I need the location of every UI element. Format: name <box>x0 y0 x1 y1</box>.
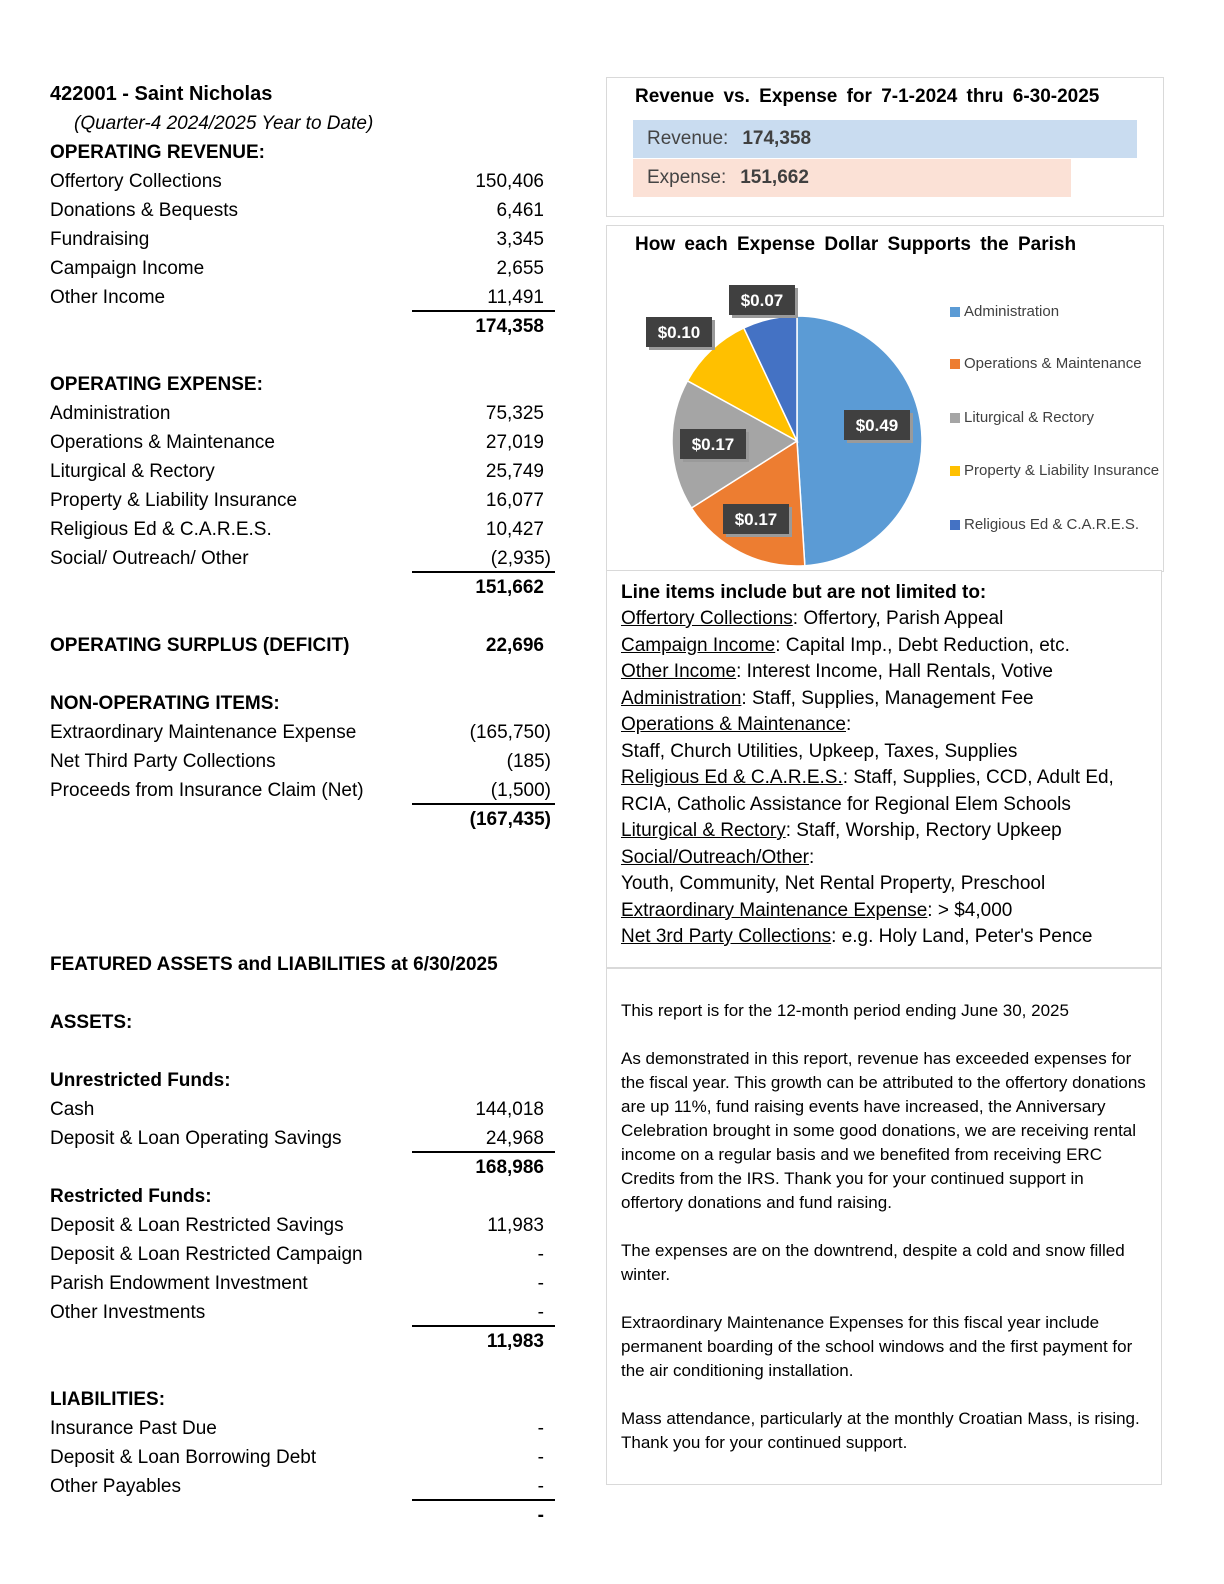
revenue-total-row <box>50 312 560 341</box>
line-value: 24,968 <box>485 1128 544 1149</box>
line-value: - <box>537 1273 544 1294</box>
legend-item <box>950 301 1160 323</box>
section-heading: OPERATING EXPENSE: <box>50 374 263 395</box>
line-row <box>50 283 560 312</box>
unrestricted-total: 168,986 <box>475 1157 544 1178</box>
line-label: Other Payables <box>50 1476 181 1497</box>
line-item-definition <box>621 606 1147 633</box>
line-row <box>50 1124 560 1153</box>
surplus-label: OPERATING SURPLUS (DEFICIT) <box>50 635 350 656</box>
line-item-term: Offertory Collections <box>621 608 793 629</box>
line-value: (2,935) <box>490 548 551 569</box>
line-item-term: Net 3rd Party Collections <box>621 926 832 947</box>
line-value: 27,019 <box>485 432 544 453</box>
legend-swatch <box>950 359 960 369</box>
line-value: (185) <box>506 751 551 772</box>
expense-total-row <box>50 573 560 602</box>
legend-label: Liturgical & Rectory <box>964 409 1095 426</box>
expense-bar-label: Expense: <box>647 167 727 188</box>
notes-text <box>621 999 1147 1455</box>
revenue-expense-panel <box>606 77 1164 217</box>
note-paragraph: Extraordinary Maintenance Expenses for this fiscal year include permanent boarding of the school windows and the first payment for the air conditioning installation. <box>621 1313 1133 1380</box>
line-item-term: Operations & Maintenance <box>621 714 846 735</box>
line-value: 11,491 <box>487 287 544 308</box>
line-label: Administration <box>50 403 171 424</box>
line-item-term: Liturgical & Rectory <box>621 820 786 841</box>
notes-panel <box>606 968 1162 1485</box>
unrestricted-items <box>50 1095 560 1153</box>
line-label: Campaign Income <box>50 258 205 279</box>
liability-items <box>50 1414 560 1501</box>
line-value: (165,750) <box>469 722 551 743</box>
expense-bar <box>633 159 1071 197</box>
financial-statement <box>50 80 560 1530</box>
line-row <box>50 167 560 196</box>
line-row <box>50 1211 560 1240</box>
expense-total: 151,662 <box>475 577 544 598</box>
unrestricted-heading: Unrestricted Funds: <box>50 1070 231 1091</box>
restricted-heading: Restricted Funds: <box>50 1186 212 1207</box>
line-row <box>50 747 560 776</box>
line-item-term: Religious Ed & C.A.R.E.S. <box>621 767 843 788</box>
legend-swatch <box>950 307 960 317</box>
line-item-desc: : <box>845 714 852 735</box>
line-item-desc: Staff, Church Utilities, Upkeep, Taxes, Supplies <box>621 740 1018 762</box>
pie-label-text: $0.17 <box>734 510 778 529</box>
section-heading: NON-OPERATING ITEMS: <box>50 693 280 714</box>
revenue-bar-label: Revenue: <box>647 128 729 149</box>
note-paragraph: This report is for the 12-month period ending June 30, 2025 <box>621 1001 1069 1020</box>
line-value: 75,325 <box>485 403 544 424</box>
line-item-term: Campaign Income <box>621 634 776 656</box>
restricted-total: 11,983 <box>486 1331 544 1352</box>
legend-item <box>950 460 1160 482</box>
pie-label-text: $0.07 <box>740 291 784 310</box>
line-value: - <box>537 1244 544 1265</box>
non-operating-items <box>50 718 560 805</box>
revenue-expense-title: Revenue vs. Expense for 7-1-2024 thru 6-30-2025 <box>635 86 1100 107</box>
line-row <box>50 515 560 544</box>
legend-label: Operations & Maintenance <box>964 355 1142 372</box>
legend-swatch <box>950 466 960 476</box>
line-row <box>50 399 560 428</box>
pie-data-label <box>680 429 749 462</box>
line-item-term: Social/Outreach/Other <box>621 846 809 868</box>
line-label: Religious Ed & C.A.R.E.S. <box>50 519 272 540</box>
line-label: Liturgical & Rectory <box>50 461 215 482</box>
line-label: Deposit & Loan Operating Savings <box>50 1128 342 1149</box>
line-item-desc: : Staff, Supplies, CCD, Adult Ed, <box>842 767 1114 788</box>
liabilities-total-row <box>50 1501 560 1530</box>
legend-swatch <box>950 520 960 530</box>
line-item-desc: Youth, Community, Net Rental Property, Preschool <box>621 873 1046 894</box>
line-label: Proceeds from Insurance Claim (Net) <box>50 780 364 801</box>
line-value: 16,077 <box>485 490 544 511</box>
line-row <box>50 428 560 457</box>
restricted-total-row <box>50 1327 560 1356</box>
line-label: Offertory Collections <box>50 171 222 192</box>
line-label: Deposit & Loan Borrowing Debt <box>50 1447 317 1468</box>
report-subtitle: (Quarter-4 2024/2025 Year to Date) <box>74 113 374 134</box>
line-value: (1,500) <box>490 780 551 801</box>
line-value: 150,406 <box>475 171 544 192</box>
line-row <box>50 1414 560 1443</box>
pie-label-text: $0.17 <box>691 435 735 454</box>
pie-data-label <box>723 504 792 537</box>
line-label: Operations & Maintenance <box>50 432 275 453</box>
line-item-definition <box>621 792 1147 819</box>
report-title: 422001 - Saint Nicholas <box>50 83 273 105</box>
expense-items <box>50 399 560 573</box>
line-label: Social/ Outreach/ Other <box>50 548 249 569</box>
legend-item <box>950 353 1160 375</box>
line-row <box>50 457 560 486</box>
line-value: 2,655 <box>496 258 544 279</box>
legend-swatch <box>950 413 960 423</box>
expense-pie-panel <box>606 225 1164 572</box>
surplus-row <box>50 631 560 660</box>
line-row <box>50 1443 560 1472</box>
revenue-bar <box>633 120 1137 158</box>
line-row <box>50 1240 560 1269</box>
line-label: Property & Liability Insurance <box>50 490 298 511</box>
line-item-desc: RCIA, Catholic Assistance for Regional Elem Schools <box>621 793 1071 815</box>
pie-label-text: $0.49 <box>855 416 899 435</box>
liabilities-heading: LIABILITIES: <box>50 1389 166 1410</box>
line-item-desc: : <box>808 846 815 868</box>
legend-label: Property & Liability Insurance <box>964 462 1160 479</box>
line-item-definition <box>621 818 1147 845</box>
line-row <box>50 1472 560 1501</box>
pie-data-label <box>646 317 715 350</box>
line-item-desc: : Offertory, Parish Appeal <box>792 608 1004 629</box>
line-label: Parish Endowment Investment <box>50 1273 308 1294</box>
line-label: Fundraising <box>50 229 150 250</box>
line-row <box>50 544 560 573</box>
line-item-definition <box>621 871 1147 898</box>
note-paragraph: The expenses are on the downtrend, despite a cold and snow filled winter. <box>621 1241 1125 1284</box>
line-row <box>50 1095 560 1124</box>
line-value: 11,983 <box>487 1215 544 1236</box>
line-item-definition <box>621 686 1147 713</box>
line-item-definition <box>621 845 1147 872</box>
line-item-definition <box>621 765 1147 792</box>
legend-item <box>950 407 1160 429</box>
non-operating-total-row <box>50 805 560 834</box>
note-paragraph: Mass attendance, particularly at the monthly Croatian Mass, is rising. Thank you for your continued support. <box>621 1409 1140 1452</box>
line-item-desc: : Staff, Supplies, Management Fee <box>741 687 1034 709</box>
line-value: - <box>537 1476 544 1497</box>
featured-heading: FEATURED ASSETS and LIABILITIES at 6/30/2025 <box>50 954 498 975</box>
legend-item <box>950 514 1160 536</box>
line-value: - <box>537 1447 544 1468</box>
line-item-desc: : Capital Imp., Debt Reduction, etc. <box>775 634 1070 656</box>
line-item-definition <box>621 898 1147 925</box>
assets-heading: ASSETS: <box>50 1012 133 1033</box>
line-value: - <box>537 1302 544 1323</box>
unrestricted-total-row <box>50 1153 560 1182</box>
line-item-term: Other Income <box>621 661 737 682</box>
legend-label: Administration <box>964 303 1060 320</box>
line-item-definition <box>621 924 1147 951</box>
surplus-value: 22,696 <box>485 635 544 656</box>
line-row <box>50 486 560 515</box>
line-label: Insurance Past Due <box>50 1418 217 1439</box>
line-value: 144,018 <box>475 1099 544 1120</box>
line-row <box>50 1269 560 1298</box>
line-label: Cash <box>50 1099 95 1120</box>
line-row <box>50 776 560 805</box>
line-row <box>50 196 560 225</box>
line-value: 6,461 <box>496 200 544 221</box>
revenue-total: 174,358 <box>475 316 544 337</box>
line-row <box>50 254 560 283</box>
line-items-list <box>621 606 1147 951</box>
line-row <box>50 1298 560 1327</box>
line-item-definition <box>621 633 1147 660</box>
note-paragraph: As demonstrated in this report, revenue has exceeded expenses for the fiscal year. This growth can be attributed to the offertory donations are up 11%, fund raising events have increased, the Anniversary Celebration brought in some good donations, we are receiving rental income on a regular basis and we benefited from receiving ERC Credits from the IRS. Thank you for your continued support in offertory donations and fund raising. <box>621 1049 1146 1212</box>
line-item-term: Administration <box>621 687 742 709</box>
line-label: Deposit & Loan Restricted Savings <box>50 1215 344 1236</box>
line-item-definition <box>621 712 1147 739</box>
line-item-desc: : Interest Income, Hall Rentals, Votive <box>736 661 1053 682</box>
non-operating-total: (167,435) <box>469 809 551 830</box>
liabilities-total: - <box>537 1505 544 1526</box>
line-row <box>50 718 560 747</box>
line-item-desc: : > $4,000 <box>927 899 1013 921</box>
line-value: 3,345 <box>496 229 544 250</box>
line-value: 25,749 <box>485 461 544 482</box>
line-item-desc: : e.g. Holy Land, Peter's Pence <box>831 926 1093 947</box>
legend-label: Religious Ed & C.A.R.E.S. <box>964 516 1140 533</box>
revenue-items <box>50 167 560 312</box>
pie-chart-title: How each Expense Dollar Supports the Parish <box>635 234 1077 255</box>
line-item-definition <box>621 739 1147 766</box>
line-label: Deposit & Loan Restricted Campaign <box>50 1244 363 1265</box>
line-label: Net Third Party Collections <box>50 751 276 772</box>
line-item-term: Extraordinary Maintenance Expense <box>621 899 928 921</box>
pie-data-label <box>729 285 798 318</box>
line-row <box>50 225 560 254</box>
pie-data-label <box>844 410 913 443</box>
line-label: Extraordinary Maintenance Expense <box>50 722 357 743</box>
line-label: Other Investments <box>50 1302 206 1323</box>
line-items-heading: Line items include but are not limited to: <box>621 582 987 603</box>
line-items-panel <box>606 570 1162 968</box>
expense-bar-value: 151,662 <box>740 167 809 188</box>
line-value: - <box>537 1418 544 1439</box>
line-value: 10,427 <box>485 519 544 540</box>
restricted-items <box>50 1211 560 1327</box>
revenue-bar-value: 174,358 <box>742 128 812 149</box>
line-label: Donations & Bequests <box>50 200 239 221</box>
line-item-desc: : Staff, Worship, Rectory Upkeep <box>785 820 1062 841</box>
section-heading: OPERATING REVENUE: <box>50 142 266 163</box>
line-label: Other Income <box>50 287 166 308</box>
pie-label-text: $0.10 <box>657 323 701 342</box>
line-item-definition <box>621 659 1147 686</box>
